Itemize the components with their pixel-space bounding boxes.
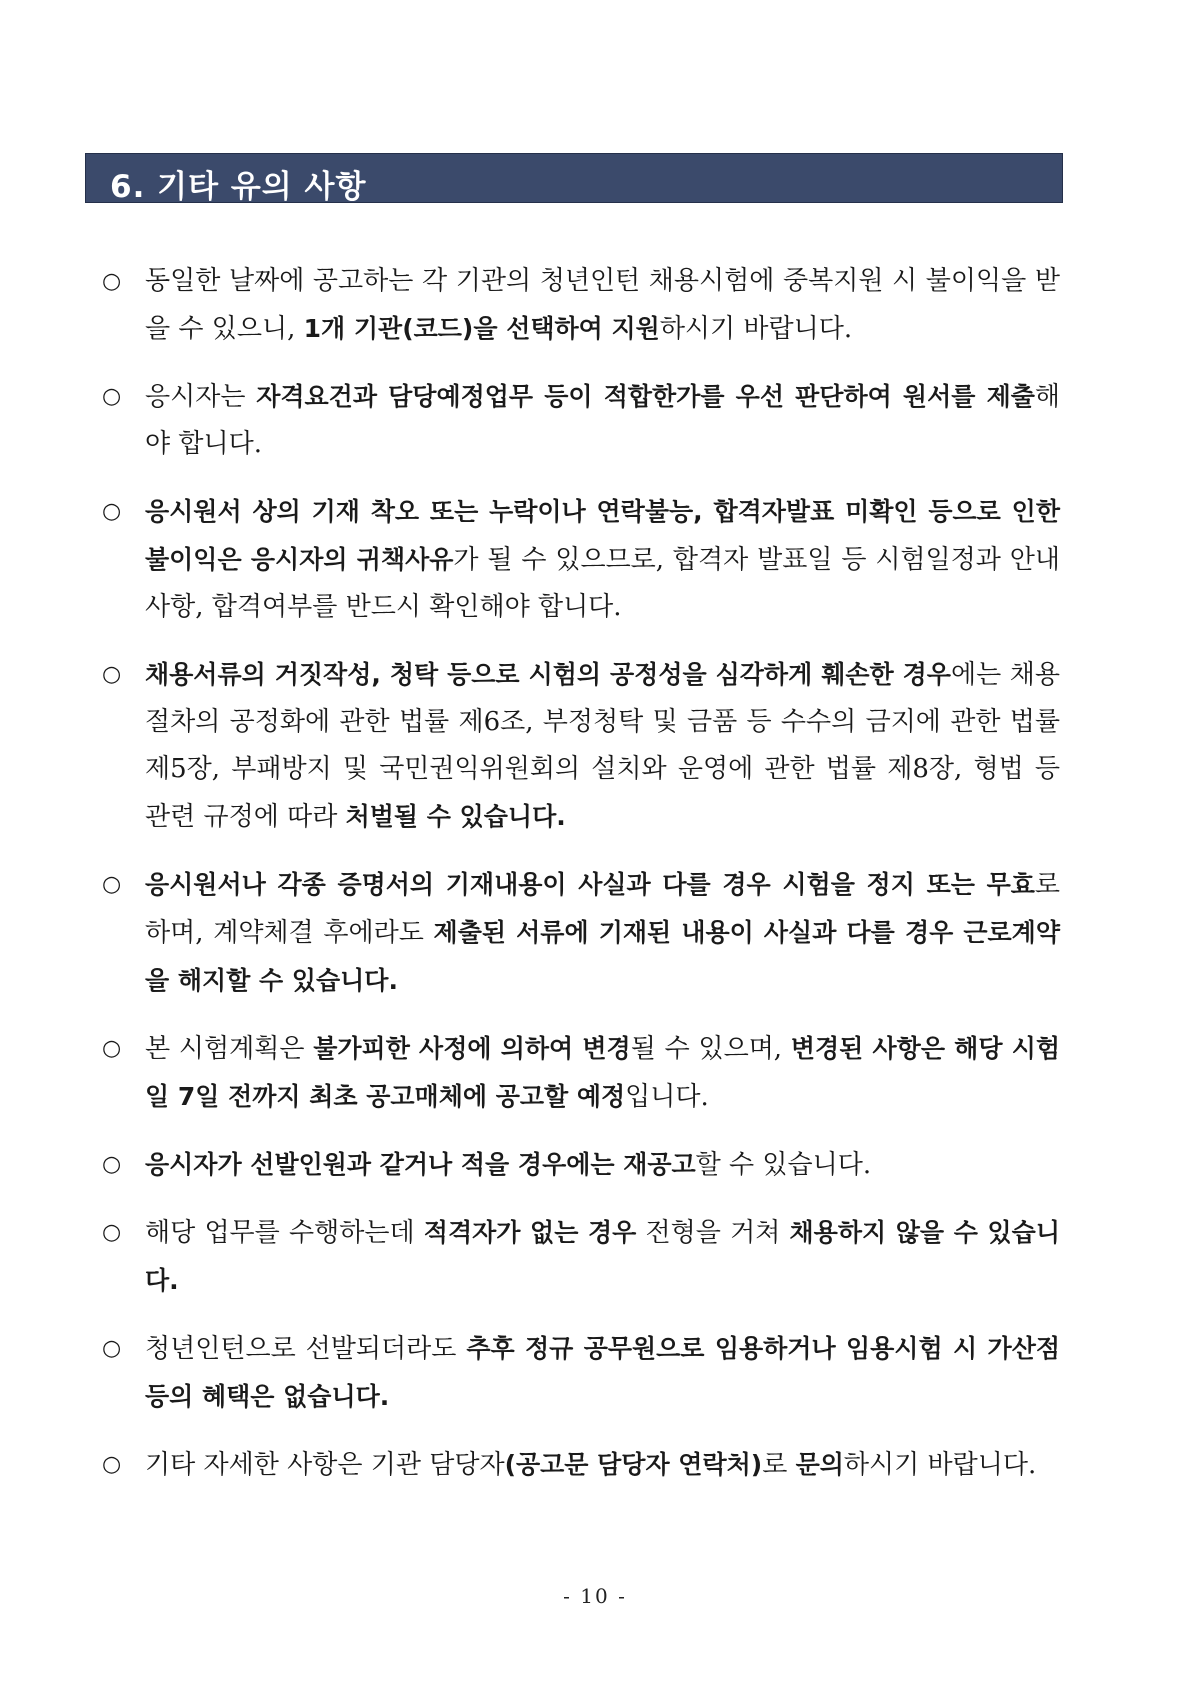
- body-text: 에는 채용절차의 공정화에 관한 법률 제6조, 부정청탁 및 금품 등 수수의 금지에 관한 법률 제5장, 부패방지 및 국민권익위원회의 설치와 운영에 관한 법률 제8장, 형법 등 관련 규정에 따라: [145, 660, 1060, 832]
- emphasis-text: (공고문 담당자 연락처): [504, 1450, 763, 1479]
- notice-text: [145, 1450, 1036, 1480]
- notice-text: [145, 266, 1060, 344]
- page-number: - 10 -: [563, 1584, 627, 1608]
- notice-item: [100, 1441, 1060, 1489]
- body-text: 로: [762, 1450, 796, 1480]
- notice-text: [145, 497, 1060, 622]
- body-text: 기타 자세한 사항은 기관 담당자: [145, 1450, 505, 1480]
- emphasis-text: 추후 정규 공무원으로 임용하거나 임용시험 시 가산점 등의 혜택은 없습니다.: [145, 1334, 1060, 1411]
- circle-bullet-icon: ○: [102, 384, 122, 409]
- notice-item: [100, 1325, 1060, 1421]
- notice-item: [100, 1025, 1060, 1121]
- body-text: 응시자는: [145, 382, 257, 412]
- emphasis-text: 채용하지 않을 수 있습니다.: [145, 1218, 1060, 1295]
- notice-item: [100, 651, 1060, 841]
- body-text: 전형을 거쳐: [636, 1218, 790, 1248]
- section-title: 6. 기타 유의 사항: [110, 169, 367, 205]
- emphasis-text: 불가피한 사정에 의하여 변경: [313, 1034, 631, 1063]
- circle-bullet-icon: ○: [102, 1336, 122, 1361]
- notice-list: [100, 258, 1060, 1509]
- circle-bullet-icon: ○: [102, 1152, 122, 1177]
- body-text: 하시기 바랍니다.: [843, 1450, 1037, 1480]
- notice-text: [145, 660, 1060, 832]
- emphasis-text: 채용서류의 거짓작성, 청탁 등으로 시험의 공정성을 심각하게 훼손한 경우: [145, 660, 951, 689]
- circle-bullet-icon: ○: [102, 499, 122, 524]
- body-text: 해당 업무를 수행하는데: [145, 1218, 424, 1248]
- emphasis-text: 응시원서 상의 기재 착오 또는 누락이나 연락불능, 합격자발표 미확인 등으로 인한 불이익은 응시자의 귀책사유: [145, 497, 1060, 574]
- emphasis-text: 1개 기관(코드)을 선택하여 지원: [303, 314, 660, 343]
- notice-text: [145, 1150, 871, 1180]
- notice-text: [145, 1334, 1060, 1412]
- circle-bullet-icon: ○: [102, 1452, 122, 1477]
- emphasis-text: 문의: [795, 1450, 844, 1479]
- body-text: 본 시험계획은: [145, 1034, 314, 1064]
- circle-bullet-icon: ○: [102, 1036, 122, 1061]
- body-text: 해야 합니다.: [145, 382, 1060, 459]
- body-text: 청년인턴으로 선발되더라도: [145, 1334, 467, 1364]
- emphasis-text: 적격자가 없는 경우: [423, 1218, 637, 1247]
- emphasis-text: 처벌될 수 있습니다.: [345, 802, 566, 831]
- circle-bullet-icon: ○: [102, 269, 122, 294]
- notice-item: [100, 488, 1060, 631]
- body-text: 동일한 날짜에 공고하는 각 기관의 청년인턴 채용시험에 중복지원 시 불이익을 받을 수 있으니,: [145, 266, 1060, 344]
- body-text: 될 수 있으며,: [630, 1034, 791, 1064]
- notice-item: [100, 373, 1060, 468]
- body-text: 로 하며, 계약체결 후에라도: [145, 870, 1060, 948]
- circle-bullet-icon: ○: [102, 872, 122, 897]
- emphasis-text: 응시자가 선발인원과 같거나 적을 경우에는 재공고: [145, 1150, 696, 1179]
- circle-bullet-icon: ○: [102, 1220, 122, 1245]
- section-header: [85, 153, 1063, 203]
- body-text: 가 될 수 있으므로, 합격자 발표일 등 시험일정과 안내사항, 합격여부를 반드시 확인해야 합니다.: [145, 545, 1060, 622]
- body-text: 입니다.: [625, 1082, 709, 1112]
- emphasis-text: 제출된 서류에 기재된 내용이 사실과 다를 경우 근로계약을 해지할 수 있습니다.: [145, 918, 1060, 995]
- notice-item: [100, 861, 1060, 1005]
- emphasis-text: 변경된 사항은 해당 시험일 7일 전까지 최초 공고매체에 공고할 예정: [145, 1034, 1060, 1111]
- emphasis-text: 응시원서나 각종 증명서의 기재내용이 사실과 다를 경우 시험을 정지 또는 무효: [145, 870, 1035, 899]
- notice-item: [100, 258, 1060, 353]
- circle-bullet-icon: ○: [102, 662, 122, 687]
- notice-item: [100, 1141, 1060, 1189]
- emphasis-text: 자격요건과 담당예정업무 등이 적합한가를 우선 판단하여 원서를 제출: [256, 382, 1035, 411]
- notice-text: [145, 1218, 1060, 1296]
- body-text: 하시기 바랍니다.: [659, 314, 853, 344]
- notice-text: [145, 870, 1060, 996]
- body-text: 할 수 있습니다.: [695, 1150, 872, 1180]
- notice-text: [145, 382, 1060, 459]
- notice-text: [145, 1034, 1060, 1112]
- notice-item: [100, 1209, 1060, 1305]
